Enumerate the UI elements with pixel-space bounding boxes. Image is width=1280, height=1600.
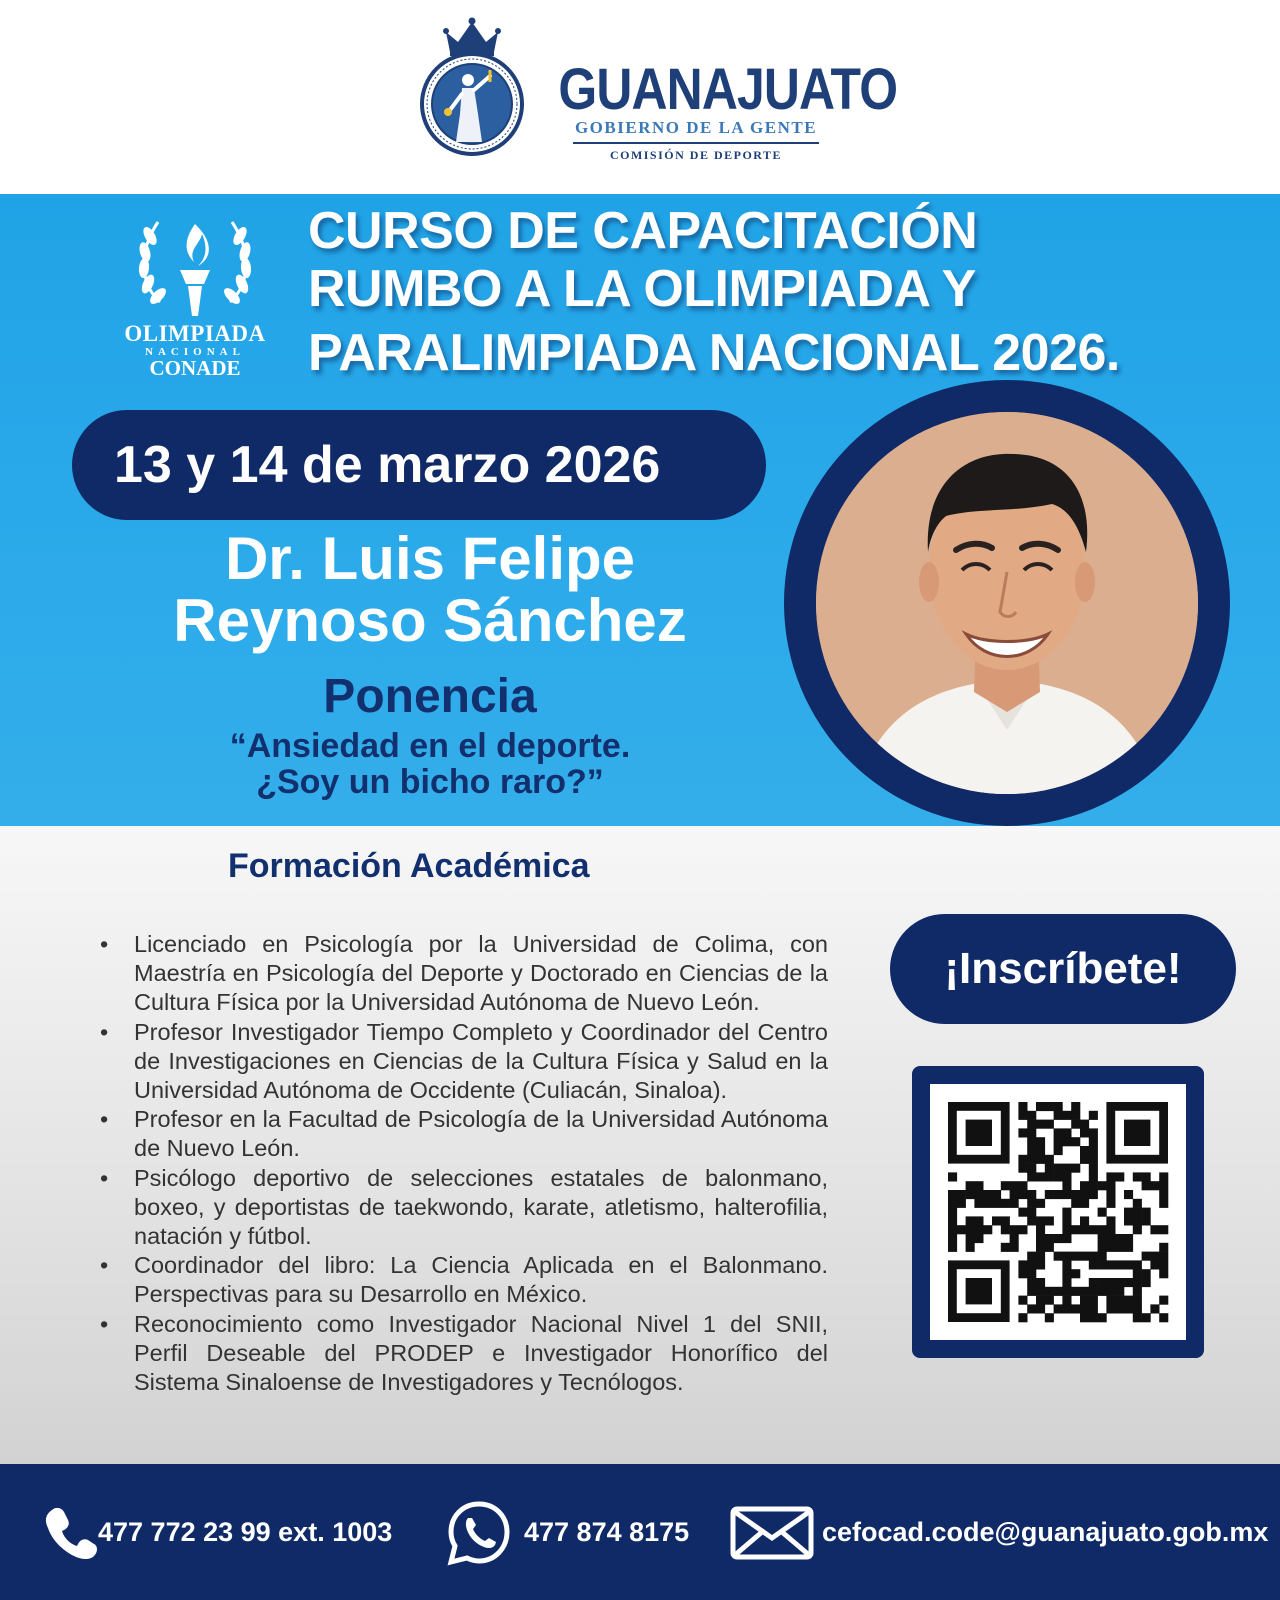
phone-number: 477 772 23 99 ext. 1003 (98, 1517, 393, 1547)
talk-title-line1: “Ansiedad en el deporte. (229, 727, 631, 765)
brand-name: GUANAJUATO (558, 57, 898, 122)
list-item: • Psicólogo deportivo de selecciones estatales de balonmano, boxeo, y deportistas de taekwondo, karate, atletismo, halterofilia, natación y fútbol. (98, 1164, 828, 1252)
ponencia-label: Ponencia (323, 670, 537, 723)
olimpiada-line1: OLIMPIADA (124, 321, 266, 346)
brand-subtitle: GOBIERNO DE LA GENTE (574, 118, 818, 137)
olimpiada-line2: NACIONAL (145, 346, 245, 358)
formacion-title: Formación Académica (228, 847, 590, 885)
mail-icon (730, 1506, 814, 1560)
list-item: • Profesor en la Facultad de Psicología de la Universidad Autónoma de Nuevo León. (98, 1105, 828, 1163)
qr-code-inner (930, 1084, 1186, 1340)
event-date: 13 y 14 de marzo 2026 (72, 410, 766, 520)
qr-code[interactable] (912, 1066, 1204, 1358)
brand-block (536, 57, 898, 163)
talk-title (90, 728, 770, 800)
brand-department: COMISIÓN DE DEPORTE (609, 148, 783, 162)
list-item: • Reconocimiento como Investigador Nacional Nivel 1 del SNII, Perfil Deseable del PRODEP e Investigador Honorífico del Sistema Sinaloense de Investigadores y Tecnólogos. (98, 1310, 828, 1398)
speaker-photo (816, 412, 1198, 794)
crowned-seal-icon (416, 14, 528, 156)
course-title-line1: CURSO DE CAPACITACIÓN (308, 202, 978, 260)
contact-footer (0, 1464, 1280, 1600)
contact-email[interactable]: cefocad.code@guanajuato.gob.mx (822, 1517, 1269, 1547)
olimpiada-line3: CONADE (149, 356, 241, 380)
phone-icon (42, 1504, 98, 1560)
speaker-name-line2: Reynoso Sánchez (173, 587, 687, 654)
course-title (308, 202, 1268, 382)
formacion-section (0, 826, 1280, 1464)
speaker-name (90, 525, 770, 654)
formacion-list (98, 930, 828, 1397)
whatsapp-icon (446, 1500, 512, 1566)
course-title-line2: RUMBO A LA OLIMPIADA Y (308, 260, 976, 318)
whatsapp-number: 477 874 8175 (524, 1517, 690, 1547)
course-title-line3: PARALIMPIADA NACIONAL 2026. (308, 324, 1120, 382)
speaker-name-line1: Dr. Luis Felipe (224, 525, 636, 592)
list-item: • Licenciado en Psicología por la Universidad de Colima, con Maestría en Psicología del Deporte y Doctorado en Ciencias de la Cultura Física por la Universidad Autónoma de Nuevo León. (98, 930, 828, 1018)
brand-divider (573, 142, 819, 144)
talk-title-line2: ¿Soy un bicho raro?” (256, 763, 604, 801)
olimpiada-logo-text (112, 322, 278, 378)
list-item: • Coordinador del libro: La Ciencia Aplicada en el Balonmano. Perspectivas para su Desarrollo en México. (98, 1251, 828, 1309)
header (0, 0, 1280, 194)
list-item: • Profesor Investigador Tiempo Completo y Coordinador del Centro de Investigaciones en Ciencias de la Cultura Física y Salud en la Universidad Autónoma de Occidente (Culiacán, Sinaloa). (98, 1018, 828, 1106)
hero-banner (0, 194, 1280, 826)
register-button[interactable]: ¡Inscríbete! (890, 914, 1236, 1024)
